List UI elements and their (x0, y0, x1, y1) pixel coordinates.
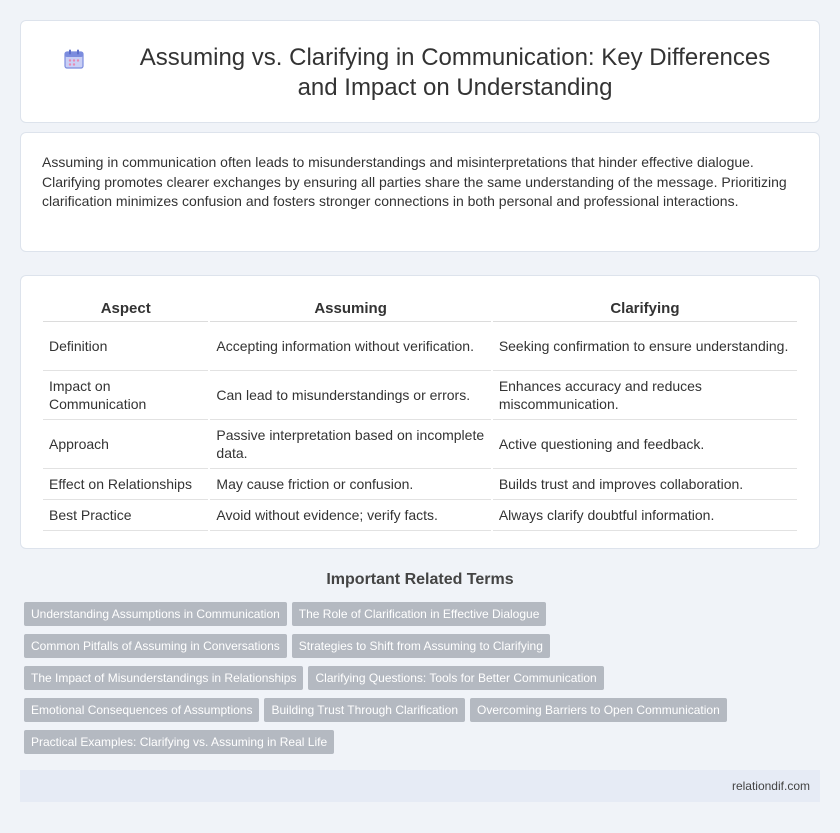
header-card (20, 20, 820, 123)
row-assuming: Can lead to misunderstandings or errors. (210, 371, 490, 420)
related-term-link[interactable]: Common Pitfalls of Assuming in Conversations (24, 634, 287, 658)
table-row (43, 371, 797, 420)
row-assuming: May cause friction or confusion. (210, 469, 490, 500)
row-clarifying: Builds trust and improves collaboration. (493, 469, 797, 500)
site-name[interactable]: relationdif.com (731, 779, 810, 793)
related-term-link[interactable]: Building Trust Through Clarification (264, 698, 465, 722)
related-term-link[interactable]: Understanding Assumptions in Communication (24, 602, 287, 626)
table-row (43, 322, 797, 371)
row-assuming: Accepting information without verification. (210, 322, 490, 371)
row-assuming: Avoid without evidence; verify facts. (210, 500, 490, 531)
related-term-link[interactable]: Practical Examples: Clarifying vs. Assuming in Real Life (24, 730, 334, 754)
row-clarifying: Enhances accuracy and reduces miscommunication. (493, 371, 797, 420)
row-assuming: Passive interpretation based on incomplete data. (210, 420, 490, 469)
related-terms-list (24, 602, 824, 762)
related-term-link[interactable]: Emotional Consequences of Assumptions (24, 698, 259, 722)
related-term-link[interactable]: Overcoming Barriers to Open Communication (470, 698, 727, 722)
comparison-table-card (20, 275, 820, 549)
row-aspect: Approach (43, 420, 208, 469)
header-aspect: Aspect (43, 296, 208, 322)
table-row (43, 500, 797, 531)
related-terms-heading: Important Related Terms (326, 571, 514, 588)
row-clarifying: Seeking confirmation to ensure understanding. (493, 322, 797, 371)
row-aspect: Best Practice (43, 500, 208, 531)
table-row (43, 469, 797, 500)
related-term-link[interactable]: The Role of Clarification in Effective Dialogue (292, 602, 547, 626)
table-row (43, 420, 797, 469)
table-header-row (43, 296, 797, 322)
header-assuming: Assuming (210, 296, 490, 322)
related-term-link[interactable]: The Impact of Misunderstandings in Relationships (24, 666, 303, 690)
row-aspect: Effect on Relationships (43, 469, 208, 500)
header-clarifying: Clarifying (493, 296, 797, 322)
related-term-link[interactable]: Clarifying Questions: Tools for Better Communication (308, 666, 603, 690)
row-clarifying: Always clarify doubtful information. (493, 500, 797, 531)
intro-paragraph: Assuming in communication often leads to misunderstandings and misinterpretations that hinder effective dialogue. Clarifying promotes clearer exchanges by ensuring all parties share the same understanding of the message. Prioritizing clarification minimizes confusion and fosters stronger connections in both personal and professional interactions. (42, 154, 787, 209)
related-term-link[interactable]: Strategies to Shift from Assuming to Clarifying (292, 634, 550, 658)
row-clarifying: Active questioning and feedback. (493, 420, 797, 469)
page-title: Assuming vs. Clarifying in Communication: Key Differences and Impact on Understanding (139, 44, 771, 101)
intro-card (20, 132, 820, 252)
row-aspect: Definition (43, 322, 208, 371)
footer (20, 770, 820, 802)
comparison-table (41, 296, 799, 531)
row-aspect: Impact on Communication (43, 371, 208, 420)
